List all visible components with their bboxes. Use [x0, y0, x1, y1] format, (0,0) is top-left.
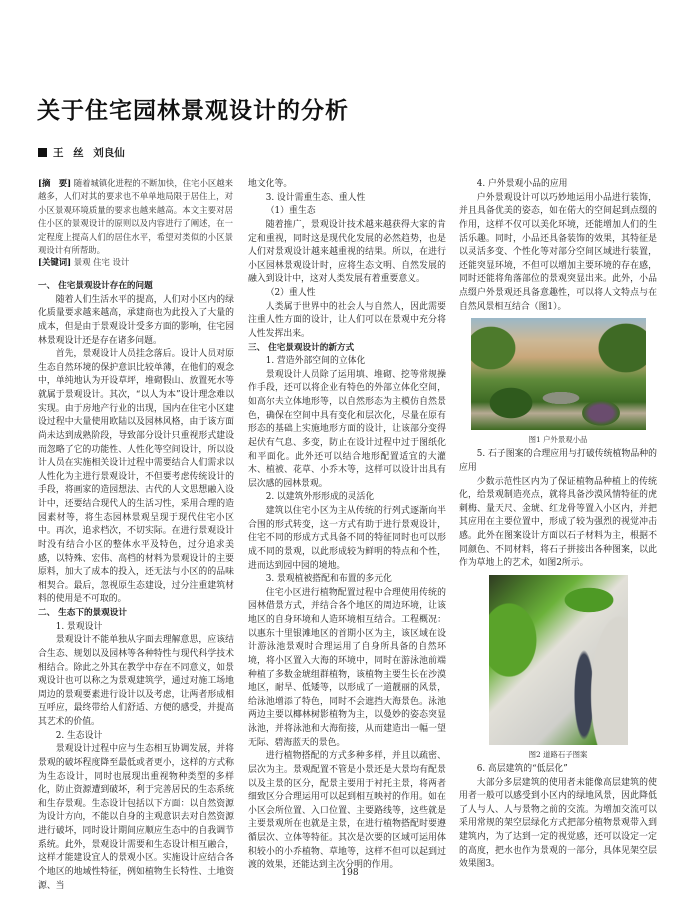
paragraph: 户外景观设计可以巧妙地运用小品进行装饰，并且具备优美的姿态，如在偌大的空间起到点缀的作用，这样不仅可以美化环境，还能增加人们的生活乐趣。同时，小品还具备装饰的效果，其特征是以灵活多变、个性化等对部分空间区域进行装置，还能突显环境，不但可以增加主要环境的存在感，同时还能将角落部位的景观突显出来。此外，小品点缀户外景观还具备意趣性，可以将人文特点与在自然风景相互结合（图1）。 [459, 192, 657, 312]
paragraph: 随着人们生活水平的提高，人们对小区内的绿化质量要求越来越高，承建商也为此投入了大量的成本，但是由于景观设计受多方面的影响，住宅园林景观设计还是存在诸多问题。 [38, 294, 234, 346]
keywords-label: [关键词] [38, 257, 72, 267]
section-heading: 一、 住宅景观设计存在的问题 [38, 281, 153, 291]
column-1 [38, 280, 234, 893]
abstract [38, 177, 233, 257]
section-heading: 三、 住宅景观设计的新方式 [248, 342, 355, 353]
paragraph: 建筑以住宅小区为主从传统的行列式逐渐向半合围的形式转变，这一方式有助于进行景观设计，住宅不同的形成方式具备不同的特征同时也可以形成不同的景观，以此形成较为鲜明的特点和个性，进而达到园中园的境地。 [248, 506, 446, 571]
author-line [38, 145, 125, 160]
paragraph: 住宅小区进行植物配置过程中合理使用传统的园林借景方式，并结合各个地区的周边环境，让该地区的自身环境和人造环境相互结合。工程概况：以惠东十里银滩地区的首期小区为主，该区域在设计游泳池景观时合理运用了自身所具备的自然环境，将小区置入大海的环境中，同时在游泳池前端种植了多数金琥组群植物，该植物主要生长在沙漠地区，耐旱、低矮等，以形成了一道靓丽的风景，给泳池增添了特色，同时不会遮挡大海景色。泳池两边主要以椰林树影植物为主，以曼妙的姿态突显泳池，并将泳池和大海衔接，从而建造出一幅一望无际、碧海蓝天的景色。 [248, 587, 446, 748]
paragraph: 景观设计人员除了运用填、堆砌、挖等常规操作手段，还可以将企业有特色的外部立体化空间，如高尔夫立体地形等，以自然形态为主模仿自然景色，确保在空间中具有变化和层次化，尽量在原有形态的基础上实施地形方面的设计，让该部分变得起伏有气息、多变，防止在设计过程中过于图纸化和平面化。此外还可以结合地形配置适宜的大灌木、植被、花草、小乔木等，这样可以设计出具有层次感的园林景观。 [248, 369, 446, 489]
figure-caption: 图2 道路石子图案 [528, 749, 588, 759]
figure-caption: 图1 户外景观小品 [528, 435, 588, 445]
paragraph: 大部分多层建筑的使用者未能像高层建筑的使用者一般可以感受到小区内的绿地风景，因此降低了人与人、人与景物之前的交流。为增加交流可以采用常规的架空层绿化方式把部分植物景观带入到建筑内，为了达到一定的视觉感，还可以设定一定的高度，把水也作为景观的一部分，具体见架空层效果图3。 [459, 777, 657, 870]
keywords [38, 256, 233, 268]
paragraph: 人类属于世界中的社会人与自然人，因此需要注重人性方面的设计，让人们可以在景观中充分将人性发挥出来。 [248, 301, 446, 339]
pebble-path-photo [489, 575, 628, 745]
garden-photo [471, 318, 646, 430]
subsection-heading: 3. 景观植被搭配和布置的多元化 [265, 574, 392, 585]
subsection-heading: 2. 以建筑外形形成的灵活化 [265, 492, 375, 503]
square-bullet-icon [38, 148, 47, 157]
subsection-heading: 5. 石子图案的合理应用与打破传统植物品种的应用 [459, 449, 657, 473]
paragraph: 进行植物搭配的方式多种多样，并且以疏密、层次为主。景观配置不管是小景还是大景均有配景以及主景的区分，配景主要用于衬托主景，将两者细致区分合理运用可以起到相互映衬的作用。如在小区会所位置、入口位置、主要路线等，这些就是主要景观所在也就是主景，在进行植物搭配时要遵循层次、立体等特征。其次是次要的区域可运用体积较小的小乔植物、草地等，这样不但可以起到过渡的效果，还能达到主次分明的作用。 [248, 751, 446, 871]
paragraph: 少数示范性区内为了保证植物品种植上的传统化，给景观制造亮点，就将具备沙漠风情特征的虎刺梅、量天尺、金琥、红龙骨等置入小区内，并把其应用在主要位置中，形成了较为强烈的视觉冲击感。此外在图案设计方面以石子材料为主，根据不同颜色、不同材料，将石子拼接出各种图案，以此作为草地上的艺术，如图2所示。 [459, 476, 657, 569]
page-number: 198 [341, 868, 359, 878]
subsection-heading: 3. 设计需重生态、重人性 [265, 192, 366, 203]
article-title: 关于住宅园林景观设计的分析 [37, 98, 349, 124]
keywords-text: 景观 住宅 设计 [73, 257, 130, 267]
subsection-heading: 1. 营造外部空间的立体化 [265, 356, 366, 367]
subsection-heading: 2. 生态设计 [55, 730, 103, 741]
paragraph: 景观设计过程中应与生态相互协调发展，并将景观的破坏程度降至最低或者更小，这样的方式称为生态设计，同时也展现出重视物种类型的多样化，防止资源遭到破坏，利于完善居民的生态系统和生存景观。生态设计包括以下方面：以自然资源为设计方向，不能以自身的主观意识去对自然资源进行破坏，同时设计期间应顺应生态中的自我调节系统。此外，景观设计需要和生态设计相互融合，这样才能建设宜人的景观小区。实施设计应结合各个地区的地域性特征，例如植物生长特性、土地资源、当 [38, 744, 234, 891]
paragraph: 地文化等。 [248, 179, 293, 189]
subsection-heading: 6. 高层建筑的“低层化” [476, 763, 568, 774]
subsection-heading: 4. 户外景观小品的应用 [476, 179, 568, 189]
section-heading: 二、 生态下的景观设计 [38, 608, 127, 618]
authors: 王 丝 刘良仙 [53, 147, 125, 159]
paragraph: 景观设计不能单独从字面去理解意思，应该结合生态、规划以及园林等各种特性与现代科学技术相结合。除此之外其在教学中存在不同意义，如景观设计也可以称之为景观建筑学，通过对施工场地周边的景观要素进行设计以及考虑，让两者形成相互呼应，最终带给人们舒适、方便的感受，并提高其艺术的价值。 [38, 635, 234, 727]
column-3 [459, 178, 657, 872]
subsection-heading: （1）重生态 [265, 206, 316, 217]
abstract-text: 随着城镇化进程的不断加快，住宅小区越来越多，人们对其的要求也不单单地局限于居住上，对小区景观环境质量的要求也越来越高。本文主要对居住小区的景观设计的原则以及内容进行了阐述，在一定程度上提高人们的居住水平，希望对类似的小区景观设计有所帮助。 [38, 178, 233, 256]
subsection-heading: 1. 景观设计 [55, 621, 103, 632]
paragraph: 随着推广，景观设计技术越来越获得大家的肯定和重视，同时这是现代化发展的必然趋势，也是人们对景观设计越来越重视的结果。所以，在进行小区园林景观设计时，应将生态文明、自然发展的融入到设计中，这对人类发展有着重要意义。 [248, 219, 446, 285]
subsection-heading: （2）重人性 [265, 288, 316, 298]
column-2 [248, 178, 446, 873]
figure [459, 575, 657, 761]
paragraph: 首先，景观设计人员挂念落后。设计人员对原生态自然环境的保护意识比较单薄，在他们的观念中，单纯地认为开设草坪，堆砌假山、放置死水等就属于景观设计。其次，“以人为本”设计理念难以实现。由于房地产行业的出现，国内在住宅小区建设过程中大量使用欧陆以及园林风格，由于该方面尚未达到成熟阶段，导致部分设计只重视形式建设而忽略了它的功能性、人性化等空间设计，所以设计人员在实施相关设计过程中需要结合人们需求以人性化为主进行景观设计，不但要考虑传统设计的手段，将画家的造园想法、古代的人文思想融入设计中，还要结合现代人的生活习性，采用合理的造园素材等，将生态园林景观呈现于现代住宅小区中。再次，追求档次，不切实际。在进行景观设计时没有结合小区的整体水平及特色，过分追求美感，以特殊、宏伟、高档的材料为景观设计的主要原料，加大了成本的投入，还无法与小区的的品味相契合。最后，忽视原生态建设，过分注重建筑材料的使用是不可取的。 [38, 349, 234, 605]
abstract-label: [摘 要] [38, 178, 72, 188]
figure [459, 318, 657, 446]
